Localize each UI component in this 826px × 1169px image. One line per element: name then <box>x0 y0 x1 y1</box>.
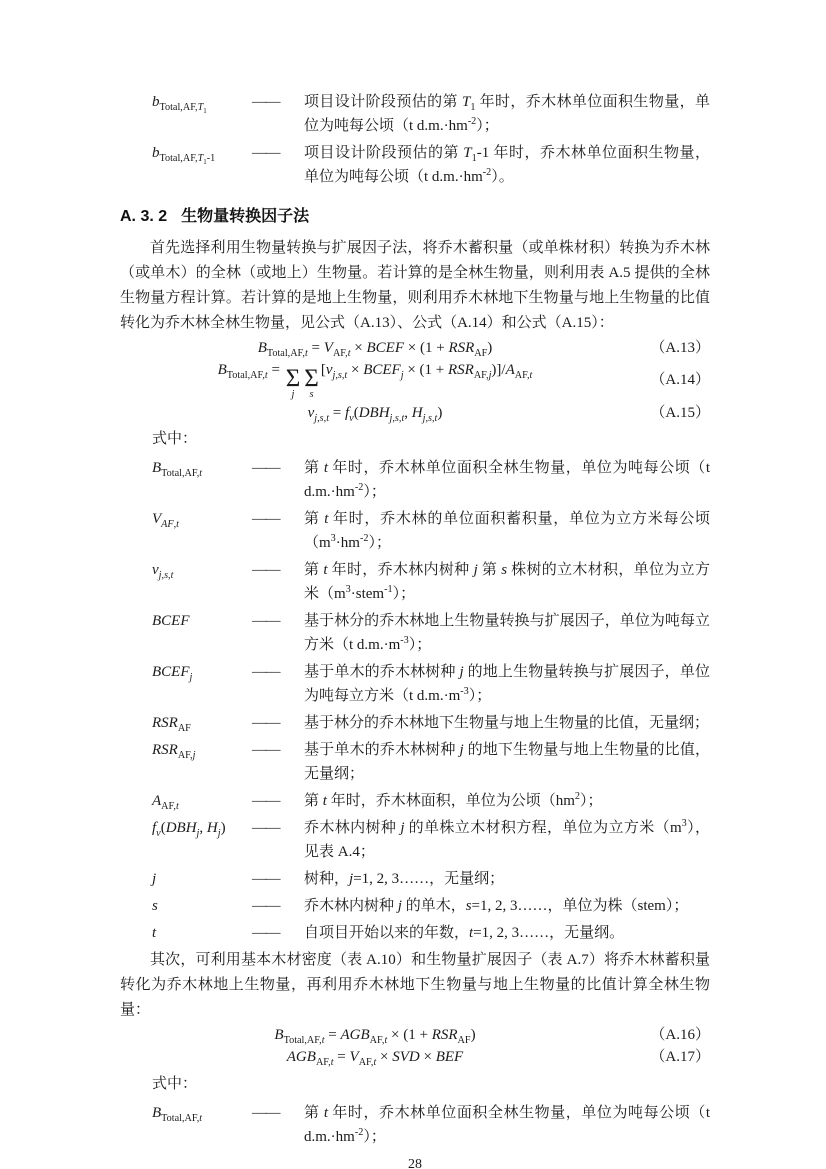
definition-text: 第 t 年时，乔木林面积，单位为公顷$(hm^2)$； <box>304 791 603 809</box>
em-dash: —— <box>252 562 279 578</box>
definition-row <box>152 816 710 864</box>
definition-text: 基于林分的乔木林地上生物量转换与扩展因子，单位为吨每立方米（t $d.m.\cdot m^{-3}$）； <box>304 613 710 653</box>
definition-row <box>152 1101 710 1149</box>
definition-row <box>152 711 710 735</box>
em-dash: —— <box>252 460 279 476</box>
math-symbol: $f_v(DBH_j$, $H_j$) <box>152 820 226 839</box>
definition-row <box>152 507 710 555</box>
equation-number: （A.15） <box>650 404 710 421</box>
formula-a15 <box>120 403 710 423</box>
paragraph-biomass-conversion: 首先选择利用生物量转换与扩展因子法，将乔木蓄积量（或单株材积）转换为乔木林（或单木）的全林（或地上）生物量。若计算的是全林生物量，则利用表 A.5 提供的全林生物量方程计算。若计算的是地上生物量，则利用乔木林地下生物量与地上生物量的比值转化为乔木林全林生物量，见公式（A.13）、公式（A.14）和公式（A.15）： <box>120 240 710 331</box>
em-dash: —— <box>252 94 279 110</box>
formula-body: $B_{Total,AF,t}$ = Σ j Σ s [$v_{j,s,t}$ × $BCEF_j \times (1 + RSR_{AF,j})]/A_{AF,t}$ <box>217 362 533 401</box>
definition-text: 第 t 年时，乔木林的单位面积蓄积量，单位为立方米每公顷$(m^3\cdot hm^{-2})$； <box>304 511 710 551</box>
definition-text: 树种，j=1, 2, 3……，无量纲； <box>304 871 505 887</box>
formula-a14 <box>120 360 710 401</box>
definition-text: 基于单木的乔木林树种 j 的地下生物量与地上生物量的比值，无量纲； <box>304 742 710 782</box>
em-dash: —— <box>252 715 279 731</box>
definition-row <box>152 867 710 891</box>
math-symbol: $b_{Total,AF,T_1-1}$ <box>152 145 216 167</box>
formula-body: $B_{Total,AF,t} = V_{AF,t}$ × BCEF × $(1 + RSR_{AF})$ <box>257 340 493 359</box>
definition-row <box>152 894 710 918</box>
math-symbol: $A_{AF,t}$ <box>152 793 179 812</box>
em-dash: —— <box>252 898 279 914</box>
formula-a13 <box>120 338 710 358</box>
definition-text: 乔木林内树种 j 的单株立木材积方程，单位为立方米$(m^3)$，见表 A.4； <box>304 818 710 860</box>
definition-row <box>152 660 710 708</box>
section-title: 生物量转换因子法 <box>181 208 310 225</box>
formula-a17 <box>120 1047 710 1067</box>
em-dash: —— <box>252 1104 279 1121</box>
equation-number: （A.13） <box>650 340 710 356</box>
em-dash: —— <box>252 820 279 836</box>
where-label: 式中： <box>152 431 198 447</box>
page-number: 28 <box>408 1156 422 1169</box>
em-dash: —— <box>252 664 279 680</box>
definition-row <box>152 789 710 813</box>
em-dash: —— <box>252 511 279 527</box>
section-heading <box>120 203 710 226</box>
equation-number: （A.14） <box>650 372 710 389</box>
where-label: 式中： <box>152 1075 198 1092</box>
formula-a16 <box>120 1025 710 1045</box>
math-symbol: $B_{Total,AF,t}$ <box>152 1104 203 1124</box>
definition-row <box>152 921 710 945</box>
em-dash: —— <box>252 613 279 629</box>
definition-text: 乔木林内树种 j 的单木，s=1, 2, 3……，单位为株（stem）； <box>304 898 689 914</box>
paragraph-wood-density: 其次，可利用基本木材密度（表 A.10）和生物量扩展因子（表 A.7）将乔木林蓄积量转化为乔木林地上生物量，再利用乔木林地下生物量与地上生物量的比值计算全林生物量： <box>120 952 710 1018</box>
math-symbol: $BCEF_j$ <box>152 664 193 683</box>
definition-text: 基于林分的乔木林地下生物量与地上生物量的比值，无量纲； <box>304 715 710 731</box>
math-symbol: BCEF <box>152 613 190 629</box>
equation-number: （A.17） <box>650 1049 710 1066</box>
definition-text: 基于单木的乔木林树种 j 的地上生物量转换与扩展因子，单位为吨每立方米（t $d.m.\cdot m^{-3}$）； <box>304 664 710 704</box>
definition-text: 第 t 年时，乔木林单位面积全林生物量，单位为吨每公顷（t $d.m.\cdot hm^{-2}$）； <box>304 1104 710 1145</box>
math-symbol: s <box>152 898 158 914</box>
definition-row <box>152 738 710 786</box>
equation-number: （A.16） <box>650 1027 710 1043</box>
formula-body: $B_{Total,AF,t} = AGB_{AF,t} \times (1 + RSR_{AF})$ <box>274 1027 476 1046</box>
math-symbol: $v_{j,s,t}$ <box>152 562 174 581</box>
em-dash: —— <box>252 145 279 161</box>
math-symbol: j <box>152 871 157 887</box>
formula-body: $v_{j,s,t} = f_v(DBH_{j,s,t}$, $H_{j,s,t}$) <box>307 404 443 424</box>
formula-body: $AGB_{AF,t} = V_{AF,t}$ × SVD × BEF <box>286 1049 464 1069</box>
definition-row <box>152 90 710 138</box>
definition-text: 自项目开始以来的年数，t=1, 2, 3……，无量纲。 <box>304 925 625 941</box>
definition-text: 第 t 年时，乔木林内树种 j 第 s 株树的立木材积，单位为立方米$(m^3\cdot stem^{-1})$； <box>304 562 710 602</box>
em-dash: —— <box>252 871 279 887</box>
definition-text: 第 t 年时，乔木林单位面积全林生物量，单位为吨每公顷（t $d.m.\cdot hm^{-2}$）； <box>304 460 710 500</box>
math-symbol: t <box>152 925 157 941</box>
definition-row <box>152 609 710 657</box>
em-dash: —— <box>252 742 279 758</box>
math-symbol: $V_{AF,t}$ <box>152 511 180 530</box>
definition-text: 项目设计阶段预估的第 $T_1-1$ 年时，乔木林单位面积生物量，单位为吨每公顷（t $d.m.\cdot hm^{-2}$）。 <box>304 145 710 185</box>
math-symbol: $b_{Total,AF,T_1}$ <box>152 94 207 116</box>
definition-row <box>152 141 710 189</box>
math-symbol: $B_{Total,AF,t}$ <box>152 460 203 479</box>
definition-row <box>152 456 710 504</box>
definition-text: 项目设计阶段预估的第 $T_1$ 年时，乔木林单位面积生物量，单位为吨每公顷（t $d.m.\cdot hm^{-2}$）； <box>304 94 710 134</box>
em-dash: —— <box>252 793 279 809</box>
math-symbol: $RSR_{AF,j}$ <box>152 742 196 761</box>
definition-row <box>152 558 710 606</box>
section-number: A. 3. 2 <box>120 208 168 225</box>
math-symbol: $RSR_{AF}$ <box>152 715 191 734</box>
em-dash: —— <box>252 925 279 941</box>
